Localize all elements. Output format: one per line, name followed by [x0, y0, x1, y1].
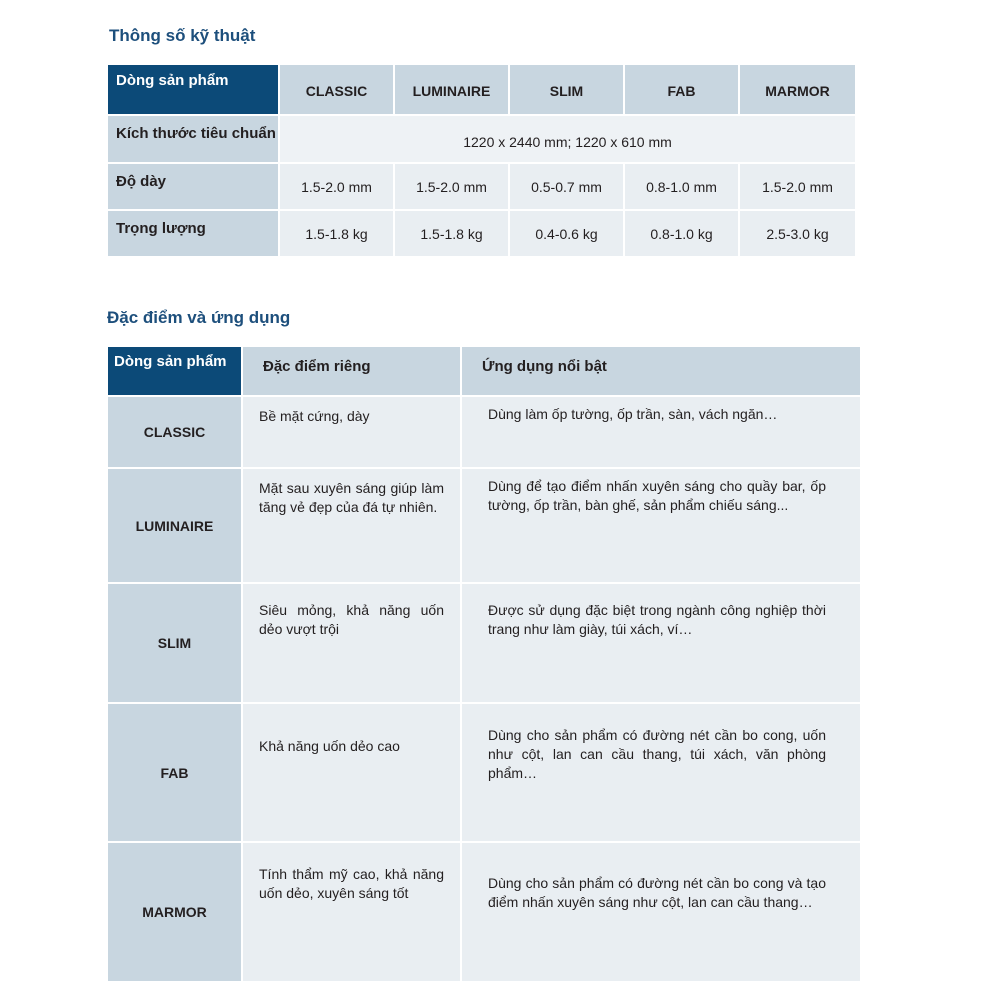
thickness-label: Độ dày [108, 164, 278, 209]
table-row [108, 843, 860, 981]
application-luminaire: Dùng để tạo điểm nhấn xuyên sáng cho quầy bar, ốp tường, ốp trần, bàn ghế, sản phẩm chiếu sáng... [462, 469, 860, 582]
specs-section-title: Thông số kỹ thuật [109, 26, 256, 45]
size-label: Kích thước tiêu chuẩn [108, 116, 278, 162]
application-fab: Dùng cho sản phẩm có đường nét cần bo cong, uốn như cột, lan can cầu thang, túi xách, văn phòng phẩm… [462, 704, 860, 841]
thickness-classic: 1.5-2.0 mm [280, 164, 393, 209]
specs-header-slim: SLIM [510, 65, 623, 114]
thickness-marmor: 1.5-2.0 mm [740, 164, 855, 209]
size-value: 1220 x 2440 mm; 1220 x 610 mm [280, 116, 855, 162]
table-row [108, 704, 860, 841]
table-row [108, 584, 860, 702]
specs-weight-row [108, 211, 855, 256]
table-row [108, 469, 860, 582]
product-label-classic: CLASSIC [108, 397, 241, 467]
feature-luminaire: Mặt sau xuyên sáng giúp làm tăng vẻ đẹp của đá tự nhiên. [243, 469, 460, 582]
weight-classic: 1.5-1.8 kg [280, 211, 393, 256]
feature-fab: Khả năng uốn dẻo cao [243, 704, 460, 841]
specs-header-row [108, 65, 855, 114]
features-header-feature: Đặc điểm riêng [243, 347, 460, 395]
feature-slim: Siêu mỏng, khả năng uốn dẻo vượt trội [243, 584, 460, 702]
thickness-luminaire: 1.5-2.0 mm [395, 164, 508, 209]
specs-header-luminaire: LUMINAIRE [395, 65, 508, 114]
weight-marmor: 2.5-3.0 kg [740, 211, 855, 256]
features-table [106, 345, 862, 983]
application-slim: Được sử dụng đặc biệt trong ngành công nghiệp thời trang như làm giày, túi xách, ví… [462, 584, 860, 702]
specs-header-product-line: Dòng sản phẩm [108, 65, 278, 114]
product-label-fab: FAB [108, 704, 241, 841]
specs-thickness-row [108, 164, 855, 209]
specs-size-row [108, 116, 855, 162]
specs-table [106, 63, 857, 258]
specs-header-classic: CLASSIC [280, 65, 393, 114]
table-row [108, 397, 860, 467]
weight-fab: 0.8-1.0 kg [625, 211, 738, 256]
thickness-fab: 0.8-1.0 mm [625, 164, 738, 209]
features-header-row [108, 347, 860, 395]
specs-header-fab: FAB [625, 65, 738, 114]
product-label-marmor: MARMOR [108, 843, 241, 981]
features-header-product-line: Dòng sản phẩm [108, 347, 241, 395]
product-label-luminaire: LUMINAIRE [108, 469, 241, 582]
weight-label: Trọng lượng [108, 211, 278, 256]
weight-slim: 0.4-0.6 kg [510, 211, 623, 256]
weight-luminaire: 1.5-1.8 kg [395, 211, 508, 256]
features-section-title: Đặc điểm và ứng dụng [107, 308, 291, 327]
specs-header-marmor: MARMOR [740, 65, 855, 114]
thickness-slim: 0.5-0.7 mm [510, 164, 623, 209]
feature-marmor: Tính thẩm mỹ cao, khả năng uốn dẻo, xuyên sáng tốt [243, 843, 460, 981]
application-classic: Dùng làm ốp tường, ốp trần, sàn, vách ngăn… [462, 397, 860, 467]
application-marmor: Dùng cho sản phẩm có đường nét cần bo cong và tạo điểm nhấn xuyên sáng như cột, lan can cầu thang… [462, 843, 860, 981]
features-header-application: Ứng dụng nổi bật [462, 347, 860, 395]
feature-classic: Bề mặt cứng, dày [243, 397, 460, 467]
product-label-slim: SLIM [108, 584, 241, 702]
